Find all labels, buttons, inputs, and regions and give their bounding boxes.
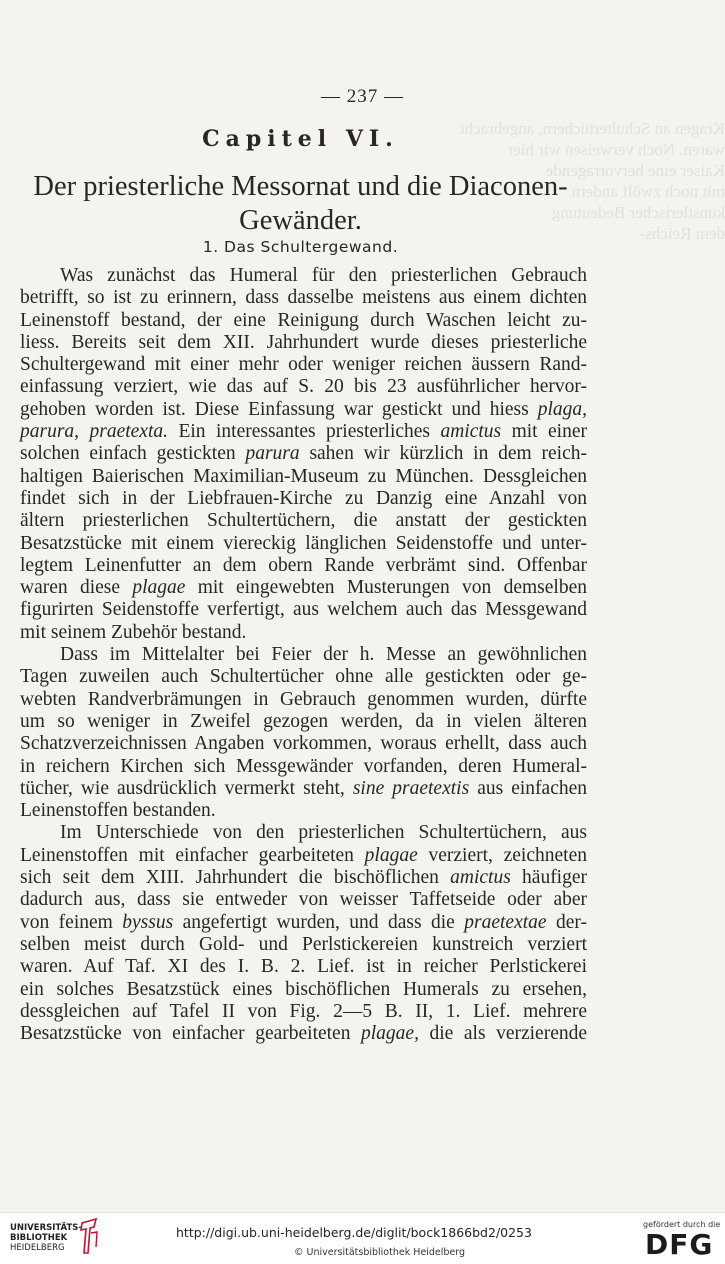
library-name-line: UNIVERSITÄTS- bbox=[10, 1223, 82, 1233]
funder-caption: gefördert durch die bbox=[643, 1220, 721, 1229]
text-line: findet sich in der Liebfrauen-Kirche zu Danzig eine Anzahl von bbox=[20, 487, 587, 509]
text-line: webten Randverbrämungen in Gebrauch genommen wurden, dürfte bbox=[20, 688, 587, 710]
text-line: von feinem byssus angefertigt wurden, und dass die praetextae der- bbox=[20, 911, 587, 933]
text-line: um so weniger in Zweifel gezogen werden, da in vielen älteren bbox=[20, 710, 587, 732]
text-line: waren diese plagae mit eingewebten Musterungen von demselben bbox=[20, 577, 587, 599]
section-heading: 1. Das Schultergewand. bbox=[202, 238, 399, 256]
text-line: Schatzverzeichnissen Angaben vorkommen, woraus erhellt, dass auch bbox=[20, 733, 587, 755]
text-line: ältern priesterlichen Schultertüchern, die anstatt der gestickten bbox=[20, 510, 587, 532]
text-line: Leinenstoffen mit einfacher gearbeiteten plagae verziert, zeichneten bbox=[20, 844, 587, 866]
viewer-footer bbox=[0, 1212, 725, 1264]
paragraph bbox=[20, 822, 587, 1045]
library-name-line: BIBLIOTHEK bbox=[10, 1233, 68, 1243]
text-line: parura, praetexta. Ein interessantes priesterliches amictus mit einer bbox=[20, 421, 587, 443]
text-line: selben meist durch Gold- und Perlstickereien kunstreich verziert bbox=[20, 933, 587, 955]
text-line: figurirten Seidenstoffe verfertigt, aus welchem auch das Messgewand bbox=[20, 599, 587, 621]
text-line: waren. Auf Taf. XI des I. B. 2. Lief. ist in reicher Perlstickerei bbox=[20, 956, 587, 978]
copyright-notice: © Universitätsbibliothek Heidelberg bbox=[294, 1247, 466, 1258]
body-text bbox=[20, 265, 587, 1045]
text-line: Besatzstücke von einfacher gearbeiteten plagae, die als verzierende bbox=[20, 1023, 588, 1045]
text-line: in reichern Kirchen sich Messgewänder vorfanden, deren Humeral- bbox=[20, 755, 587, 777]
text-line: Besatzstücke mit einem viereckig länglichen Seidenstoffe und unter- bbox=[20, 532, 587, 554]
text-line: gehoben worden ist. Diese Einfassung war gestickt und hiess plaga, bbox=[20, 398, 587, 420]
text-line: betrifft, so ist zu erinnern, dass dasselbe meistens aus einem dichten bbox=[20, 287, 587, 309]
text-line: ein solches Besatzstück eines bischöflichen Humerals zu ersehen, bbox=[20, 978, 587, 1000]
text-line: einfassung verziert, wie das auf S. 20 bis 23 ausführlicher hervor- bbox=[20, 376, 587, 398]
library-name-line: HEIDELBERG bbox=[10, 1243, 65, 1253]
text-line: dessgleichen auf Tafel II von Fig. 2—5 B. II, 1. Lief. mehrere bbox=[20, 1000, 587, 1022]
text-line: dadurch aus, dass sie entweder von weisser Taffetseide oder aber bbox=[20, 889, 587, 911]
text-line: sich seit dem XIII. Jahrhundert die bischöflichen amictus häufiger bbox=[20, 867, 588, 889]
page-number: — 237 — bbox=[321, 86, 404, 107]
text-line: solchen einfach gestickten parura sahen wir kürzlich in dem reich- bbox=[20, 443, 587, 465]
bleed-through-text: Kragen an Schultertüchern, angebracht waren. Noch verweisen wir hier Kaiser eine hervorragende mit noch zwölf andern künstlerischer Bedeutung dem Reichs- bbox=[459, 119, 725, 243]
chapter-heading: Capitel VI. bbox=[202, 126, 399, 152]
page-title-line: Gewänder. bbox=[239, 205, 362, 236]
page-title-line: Der priesterliche Messornat und die Diaconen- bbox=[33, 171, 568, 202]
text-line: Im Unterschiede von den priesterlichen Schultertüchern, aus bbox=[60, 822, 587, 844]
paragraph bbox=[20, 265, 587, 644]
page-title bbox=[0, 170, 601, 238]
text-line: Dass im Mittelalter bei Feier der h. Messe an gewöhnlichen bbox=[60, 644, 587, 666]
text-line: Leinenstoff bestand, der eine Reinigung durch Waschen leicht zu- bbox=[20, 309, 587, 331]
dfg-logo[interactable]: DFG bbox=[645, 1228, 714, 1261]
text-line: Leinenstoffen bestanden. bbox=[20, 800, 216, 822]
library-logo[interactable] bbox=[10, 1223, 80, 1257]
text-line: legtem Leinenfutter an dem obern Rande verbrämt sind. Offenbar bbox=[20, 554, 587, 576]
text-line: mit seinem Zubehör bestand. bbox=[20, 621, 247, 643]
paragraph bbox=[20, 644, 587, 822]
permalink-url[interactable]: http://digi.ub.uni-heidelberg.de/diglit/bock1866bd2/0253 bbox=[176, 1225, 532, 1240]
text-line: Was zunächst das Humeral für den priesterlichen Gebrauch bbox=[60, 265, 587, 286]
text-line: Tagen zuweilen auch Schultertücher ohne alle gestickten oder ge- bbox=[20, 666, 587, 688]
text-line: Schultergewand mit einer mehr oder weniger reichen äussern Rand- bbox=[20, 354, 587, 376]
text-line: liess. Bereits seit dem XII. Jahrhundert wurde dieses priesterliche bbox=[20, 331, 587, 353]
text-line: haltigen Baierischen Maximilian-Museum zu München. Dessgleichen bbox=[20, 465, 587, 487]
library-mark-icon bbox=[78, 1217, 100, 1257]
text-line: tücher, wie ausdrücklich vermerkt steht, sine praetextis aus einfachen bbox=[20, 777, 587, 799]
